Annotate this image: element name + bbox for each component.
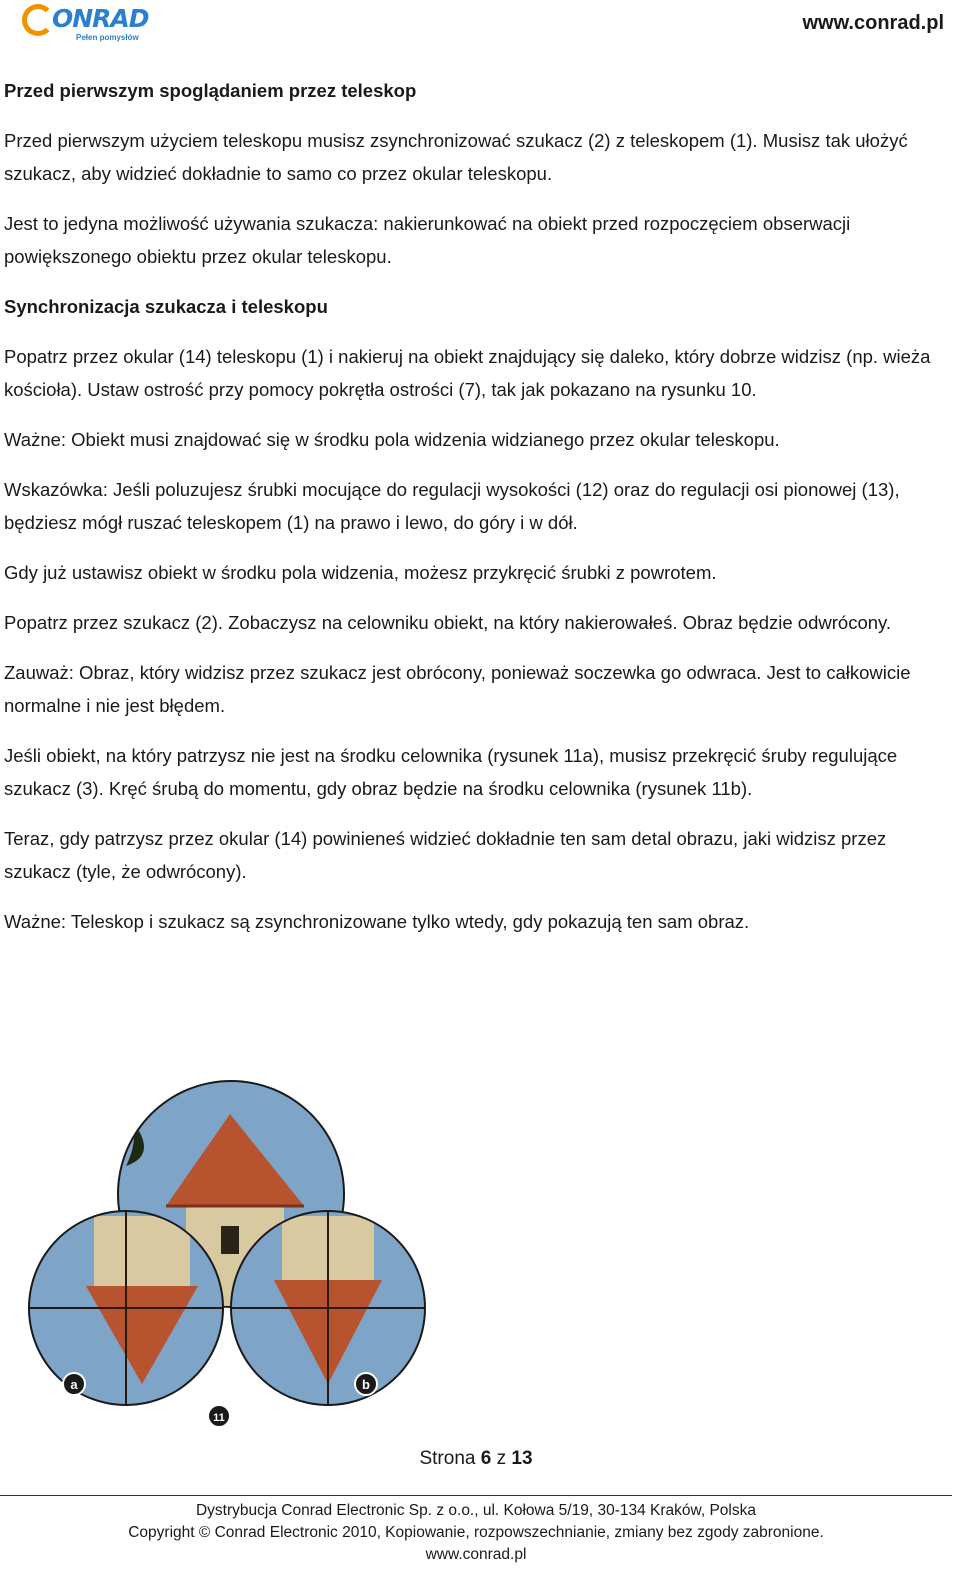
page-total: 13 — [511, 1448, 533, 1469]
section-heading-sync: Synchronizacja szukacza i teleskopu — [4, 296, 328, 317]
paragraph: Jeśli obiekt, na który patrzysz nie jest na środku celownika (rysunek 11a), musisz przekręcić śruby regulujące szukacz (3). Kręć śrubą do momentu, gdy obraz będzie na środku celownika (rysunek 11b). — [4, 745, 898, 799]
logo-c-mark — [22, 4, 54, 36]
paragraph: Wskazówka: Jeśli poluzujesz śrubki mocujące do regulacji wysokości (12) oraz do regulacji osi pionowej (13), będziesz mógł ruszać teleskopem (1) na prawo i lewo, do góry i w dół. — [4, 479, 900, 533]
figure-number-label: 11 — [213, 1412, 225, 1424]
footer-divider — [0, 1495, 952, 1496]
conrad-logo — [22, 4, 149, 46]
paragraph: Przed pierwszym użyciem teleskopu musisz zsynchronizować szukacz (2) z teleskopem (1). Musisz tak ułożyć szukacz, aby widzieć dokładnie to samo co przez okular teleskopu. — [4, 130, 908, 184]
paragraph: Teraz, gdy patrzysz przez okular (14) powinieneś widzieć dokładnie ten sam detal obrazu, jaki widzisz przez szukacz (tyle, że odwrócony). — [4, 828, 887, 882]
document-body — [4, 74, 948, 955]
page-number — [0, 1448, 952, 1470]
logo-tagline: Pełen pomysłów — [76, 33, 139, 42]
footer-copyright-line: Copyright © Conrad Electronic 2010, Kopiowanie, rozpowszechnianie, zmiany bez zgody zabronione. — [128, 1524, 824, 1541]
finder-alignment-figure — [16, 1066, 436, 1436]
paragraph: Popatrz przez szukacz (2). Zobaczysz na celowniku obiekt, na który nakierowałeś. Obraz będzie odwrócony. — [4, 612, 892, 633]
logo-wordmark: ONRAD — [52, 4, 149, 33]
paragraph: Zauważ: Obraz, który widzisz przez szukacz jest obrócony, ponieważ soczewka go odwraca. Jest to całkowicie normalne i nie jest błędem. — [4, 662, 911, 716]
paragraph: Jest to jedyna możliwość używania szukacza: nakierunkować na obiekt przed rozpoczęciem obserwacji powiększonego obiektu przez okular teleskopu. — [4, 213, 851, 267]
page-separator: z — [491, 1448, 512, 1469]
paragraph: Popatrz przez okular (14) teleskopu (1) i nakieruj na obiekt znajdujący się daleko, który dobrze widzisz (np. wieża kościoła). Ustaw ostrość przy pomocy pokrętła ostrości (7), tak jak pokazano na rysunku 10. — [4, 346, 931, 400]
footer-distribution-line: Dystrybucja Conrad Electronic Sp. z o.o., ul. Kołowa 5/19, 30-134 Kraków, Polska — [195, 1502, 756, 1519]
figure-label-a: a — [70, 1377, 78, 1392]
section-heading-before-first-use: Przed pierwszym spoglądaniem przez teleskop — [4, 80, 417, 101]
figure-label-b: b — [362, 1377, 370, 1392]
paragraph: Ważne: Obiekt musi znajdować się w środku pola widzenia widzianego przez okular teleskopu. — [4, 429, 780, 450]
page-prefix: Strona — [419, 1448, 481, 1469]
footer-site-url: www.conrad.pl — [425, 1546, 527, 1563]
paragraph: Gdy już ustawisz obiekt w środku pola widzenia, możesz przykręcić śrubki z powrotem. — [4, 562, 717, 583]
page-current: 6 — [480, 1448, 492, 1469]
page-footer — [0, 1500, 952, 1566]
page-header — [0, 0, 960, 50]
header-site-url: www.conrad.pl — [802, 12, 944, 34]
paragraph: Ważne: Teleskop i szukacz są zsynchronizowane tylko wtedy, gdy pokazują ten sam obraz. — [4, 911, 750, 932]
